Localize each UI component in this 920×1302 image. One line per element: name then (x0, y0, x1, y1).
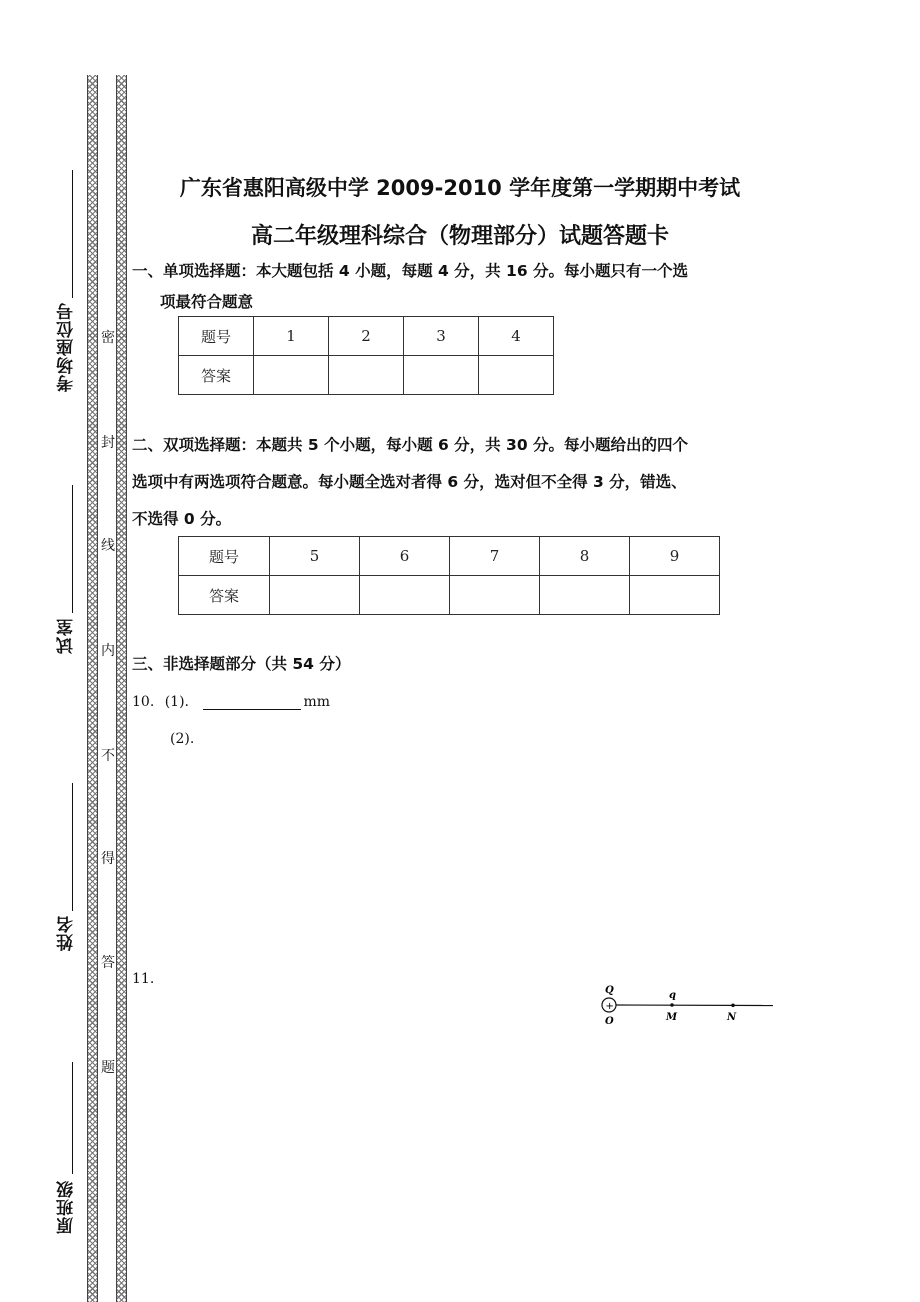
answer-sheet-title: 高二年级理科综合（物理部分）试题答题卡 (250, 224, 669, 249)
point-m-dot (670, 1003, 674, 1007)
seal-char-3: 线 (101, 538, 115, 554)
point-n-label: N (727, 1012, 737, 1023)
seat-write-line[interactable] (72, 170, 73, 298)
answer-row-label: 答案 (179, 356, 254, 395)
plus-sign: + (605, 1001, 614, 1012)
section1-heading (132, 255, 782, 317)
point-m-label: M (666, 1012, 678, 1023)
answer-cell-7[interactable] (450, 576, 540, 615)
question-number-2: 2 (329, 317, 404, 356)
question-10-part2 (170, 731, 194, 747)
section2-number-row (179, 537, 720, 576)
seat-label: 考场座位号 (57, 302, 77, 392)
seal-char-8: 题 (101, 1060, 115, 1076)
section1-heading-line2: 项最符合题意 (160, 293, 254, 311)
question-number-8: 8 (540, 537, 630, 576)
point-n-dot (731, 1004, 735, 1008)
room-label: 试室 (57, 618, 77, 654)
binding-border-right (116, 75, 127, 1302)
test-charge-q-label: q (669, 990, 676, 1001)
answer-cell-2[interactable] (329, 356, 404, 395)
seal-char-7: 答 (101, 955, 115, 971)
number-row-label: 题号 (179, 317, 254, 356)
seal-char-6: 得 (101, 851, 115, 867)
name-label: 姓名 (57, 915, 77, 951)
section2-answer-row (179, 576, 720, 615)
name-write-line[interactable] (72, 783, 73, 911)
axis-line (616, 1005, 773, 1006)
section1-heading-line1: 一、单项选择题：本大题包括 4 小题，每题 4 分，共 16 分。每小题只有一个选 (132, 262, 689, 280)
section1-answer-table (178, 316, 554, 395)
section1-number-row (179, 317, 554, 356)
room-write-line[interactable] (72, 485, 73, 613)
answer-cell-9[interactable] (630, 576, 720, 615)
question-10-answer-blank[interactable] (203, 695, 301, 710)
number-row-label: 题号 (179, 537, 270, 576)
question-number-7: 7 (450, 537, 540, 576)
question-number-1: 1 (254, 317, 329, 356)
seal-char-5: 不 (101, 748, 115, 764)
exam-title: 广东省惠阳高级中学 2009-2010 学年度第一学期期中考试 (179, 176, 741, 200)
question-10-part1 (132, 694, 330, 710)
answer-cell-1[interactable] (254, 356, 329, 395)
question-10-number: 10. (132, 694, 155, 710)
answer-row-label: 答案 (179, 576, 270, 615)
class-write-line[interactable] (72, 1062, 73, 1174)
section2-heading (132, 427, 782, 538)
question-10-unit: mm (303, 694, 331, 710)
question-11-figure (593, 983, 778, 1028)
binding-border-left (87, 75, 98, 1302)
answer-cell-8[interactable] (540, 576, 630, 615)
seal-char-1: 密 (101, 330, 115, 346)
section2-heading-line1: 二、双项选择题：本题共 5 个小题，每小题 6 分，共 30 分。每小题给出的四个 (132, 436, 689, 454)
question-number-3: 3 (404, 317, 479, 356)
section2-heading-line2: 选项中有两选项符合题意。每小题全选对者得 6 分，选对但不全得 3 分，错选、 (132, 473, 687, 491)
question-number-4: 4 (479, 317, 554, 356)
seal-char-2: 封 (101, 435, 115, 451)
answer-cell-5[interactable] (270, 576, 360, 615)
question-11 (132, 971, 154, 987)
section2-answer-table (178, 536, 720, 615)
class-label: 原班级 (57, 1180, 77, 1234)
answer-cell-3[interactable] (404, 356, 479, 395)
question-10-part2-label: (2). (170, 731, 195, 747)
question-number-9: 9 (630, 537, 720, 576)
question-number-5: 5 (270, 537, 360, 576)
origin-o-label: O (605, 1016, 614, 1027)
section1-answer-row (179, 356, 554, 395)
question-11-number: 11. (132, 971, 155, 987)
section2-heading-line3: 不选得 0 分。 (132, 510, 232, 528)
question-10-part1-label: (1). (164, 694, 189, 710)
seal-char-4: 内 (101, 643, 115, 659)
answer-cell-4[interactable] (479, 356, 554, 395)
section3-heading: 三、非选择题部分（共 54 分） (132, 655, 351, 673)
charge-q-label: Q (605, 985, 614, 996)
answer-cell-6[interactable] (360, 576, 450, 615)
question-number-6: 6 (360, 537, 450, 576)
